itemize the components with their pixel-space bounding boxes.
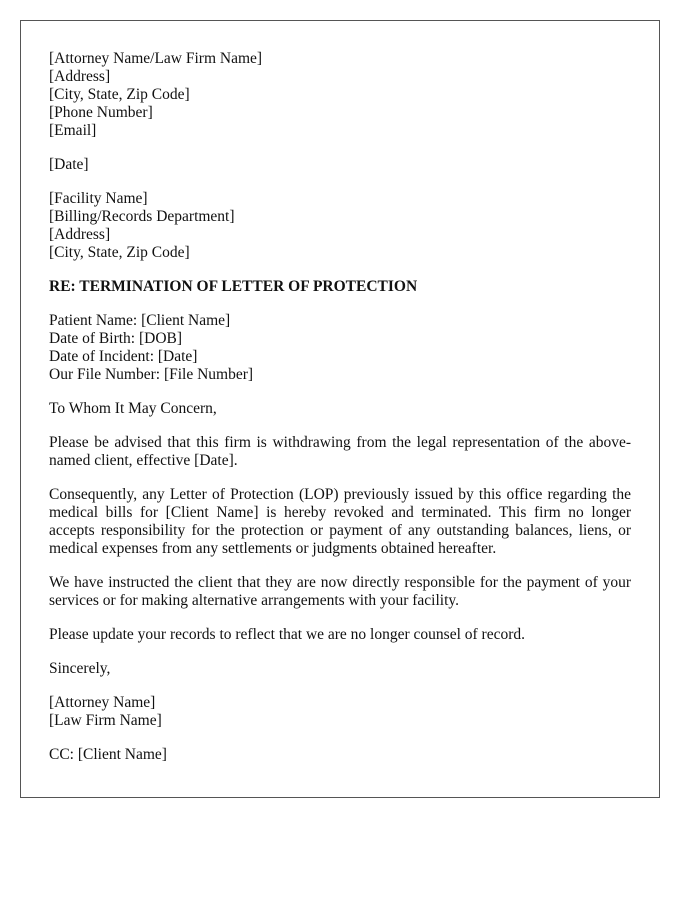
cc-line: CC: [Client Name] — [49, 746, 167, 763]
salutation: To Whom It May Concern, — [49, 400, 217, 417]
body-paragraph-1: Please be advised that this firm is withdrawing from the legal representation of the above-named client, effective [Date]. — [49, 434, 631, 469]
recipient-facility: [Facility Name] — [49, 190, 148, 207]
sender-email: [Email] — [49, 122, 97, 139]
sender-address: [Address] — [49, 68, 111, 85]
recipient-city: [City, State, Zip Code] — [49, 244, 190, 261]
sender-phone: [Phone Number] — [49, 104, 153, 121]
recipient-block — [49, 190, 631, 262]
letter-page — [20, 20, 660, 798]
subject-line: RE: TERMINATION OF LETTER OF PROTECTION — [49, 278, 418, 295]
patient-name: Patient Name: [Client Name] — [49, 312, 231, 329]
date-block — [49, 156, 631, 174]
signature-firm: [Law Firm Name] — [49, 712, 162, 729]
sender-name: [Attorney Name/Law Firm Name] — [49, 50, 263, 67]
signature-attorney: [Attorney Name] — [49, 694, 156, 711]
details-block — [49, 312, 631, 384]
body-paragraph-3: We have instructed the client that they are now directly responsible for the payment of your services or for making alternative arrangements with your facility. — [49, 574, 631, 609]
signature-block — [49, 694, 631, 730]
sender-block — [49, 50, 631, 140]
recipient-address: [Address] — [49, 226, 111, 243]
recipient-department: [Billing/Records Department] — [49, 208, 235, 225]
body-paragraph-2: Consequently, any Letter of Protection (LOP) previously issued by this office regarding the medical bills for [Client Name] is hereby revoked and terminated. This firm no longer accepts responsibility for the protection or payment of any outstanding balances, liens, or medical expenses from any settlements or judgments obtained hereafter. — [49, 486, 631, 557]
date-of-incident: Date of Incident: [Date] — [49, 348, 198, 365]
sender-city: [City, State, Zip Code] — [49, 86, 190, 103]
closing: Sincerely, — [49, 660, 111, 677]
letter-date: [Date] — [49, 156, 89, 173]
file-number: Our File Number: [File Number] — [49, 366, 254, 383]
body-paragraph-4: Please update your records to reflect that we are no longer counsel of record. — [49, 626, 525, 643]
date-of-birth: Date of Birth: [DOB] — [49, 330, 183, 347]
